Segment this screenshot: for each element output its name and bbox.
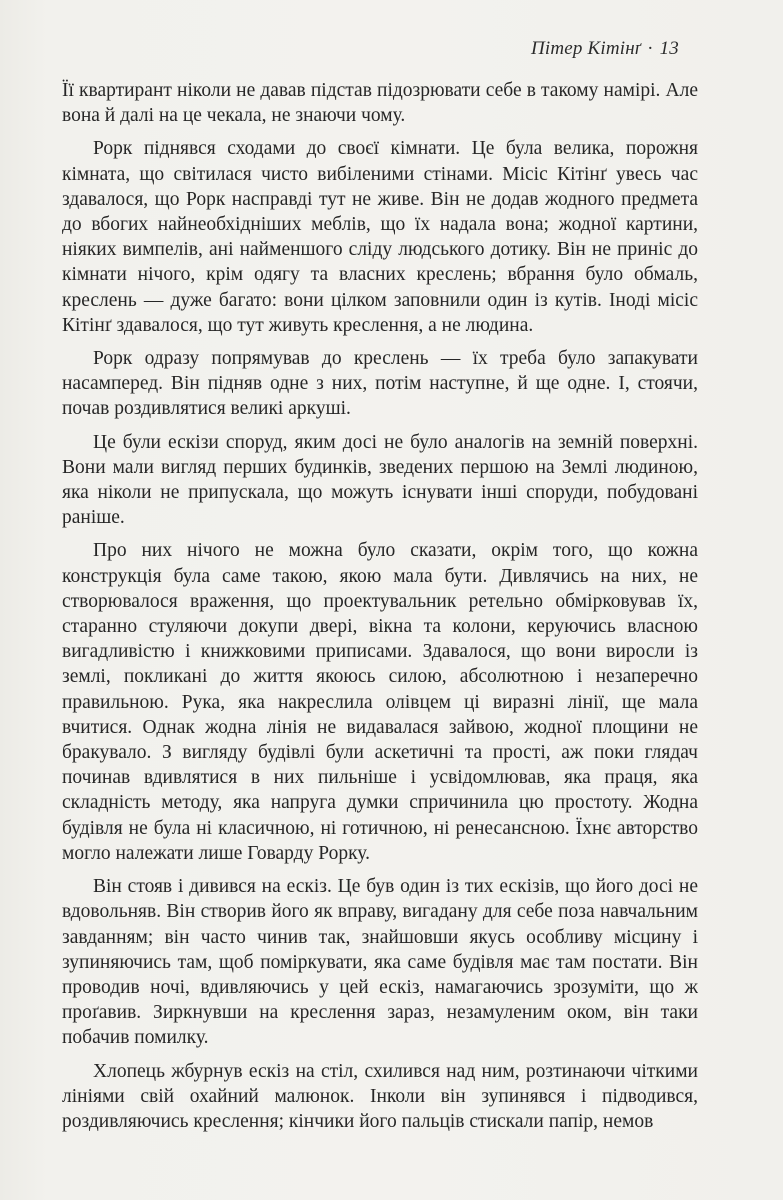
paragraph: Рорк піднявся сходами до своєї кімнати. Це була велика, порожня кімната, що світилася чисто вибіленими стінами. Місіс Кітінґ увесь час здавалося, що Рорк насправді тут не живе. Він не додав жодного предмета до вбогих найнеобхідніших меблів, що їх надала вона; жодної картини, ніяких вимпелів, ані найменшого сліду людського дотику. Він не приніс до кімнати нічого, крім одягу та власних креслень; вбрання було обмаль, креслень — дуже багато: вони цілком заповнили один із кутів. Іноді місіс Кітінґ здавалося, що тут живуть креслення, а не людина. xyxy=(62,138,698,336)
running-header xyxy=(531,38,679,60)
body-text xyxy=(62,78,698,1142)
paragraph: Він стояв і дивився на ескіз. Це був один із тих ескізів, що його досі не вдовольняв. Він створив його як вправу, вигадану для себе поза навчальним завданням; він часто чинив так, знайшовши якусь особливу місцину і зупиняючись там, щоб поміркувати, яка саме будівля має там постати. Він проводив ночі, вдивляючись у цей ескіз, намагаючись зрозуміти, що ж проґавив. Зиркнувши на креслення зараз, незамуленим оком, він таки побачив помилку. xyxy=(62,876,698,1049)
running-header-separator: · xyxy=(647,38,654,59)
paragraph: Про них нічого не можна було сказати, окрім того, що кожна конструкція була саме такою, якою мала бути. Дивлячись на них, не створювалося враження, що проектувальник ретельно обмірковував їх, старанно стуляючи докупи двері, вікна та колони, керуючись власною вигадливістю і книжковими приписами. Здавалося, що вони виросли із землі, покликані до життя якоюсь силою, абсолютною і незаперечно правильною. Рука, яка накреслила олівцем ці виразні лінії, ще мала вчитися. Однак жодна лінія не видавалася зайвою, жодної площини не бракувало. З вигляду будівлі були аскетичні та прості, аж поки глядач починав вдивлятися в них пильніше і усвідомлював, яка праця, яка складність методу, яка напруга думки спричинила цю простоту. Жодна будівля не була ні класичною, ні готичною, ні ренесансною. Їхнє авторство могло належати лише Говарду Рорку. xyxy=(62,540,698,864)
paragraph: Хлопець жбурнув ескіз на стіл, схилився над ним, розтинаючи чіткими лініями свій охайний малюнок. Інколи він зупинявся і підводився, роздивляючись креслення; кінчики його пальців стискали папір, немов xyxy=(62,1060,698,1132)
paragraph: Це були ескізи споруд, яким досі не було аналогів на земній поверхні. Вони мали вигляд перших будинків, зведених першою на Землі людиною, яка ніколи не припускала, що можуть існувати інші споруди, побудовані раніше. xyxy=(62,431,698,529)
page-number: 13 xyxy=(659,38,679,59)
paragraph: Її квартирант ніколи не давав підстав підозрювати себе в такому намірі. Але вона й далі на це чекала, не знаючи чому. xyxy=(62,80,698,127)
paragraph: Рорк одразу попрямував до креслень — їх треба було запакувати насамперед. Він підняв одне з них, потім наступне, й ще одне. І, стоячи, почав роздивлятися великі аркуші. xyxy=(62,348,698,420)
running-header-title: Пітер Кітінґ xyxy=(530,38,642,59)
